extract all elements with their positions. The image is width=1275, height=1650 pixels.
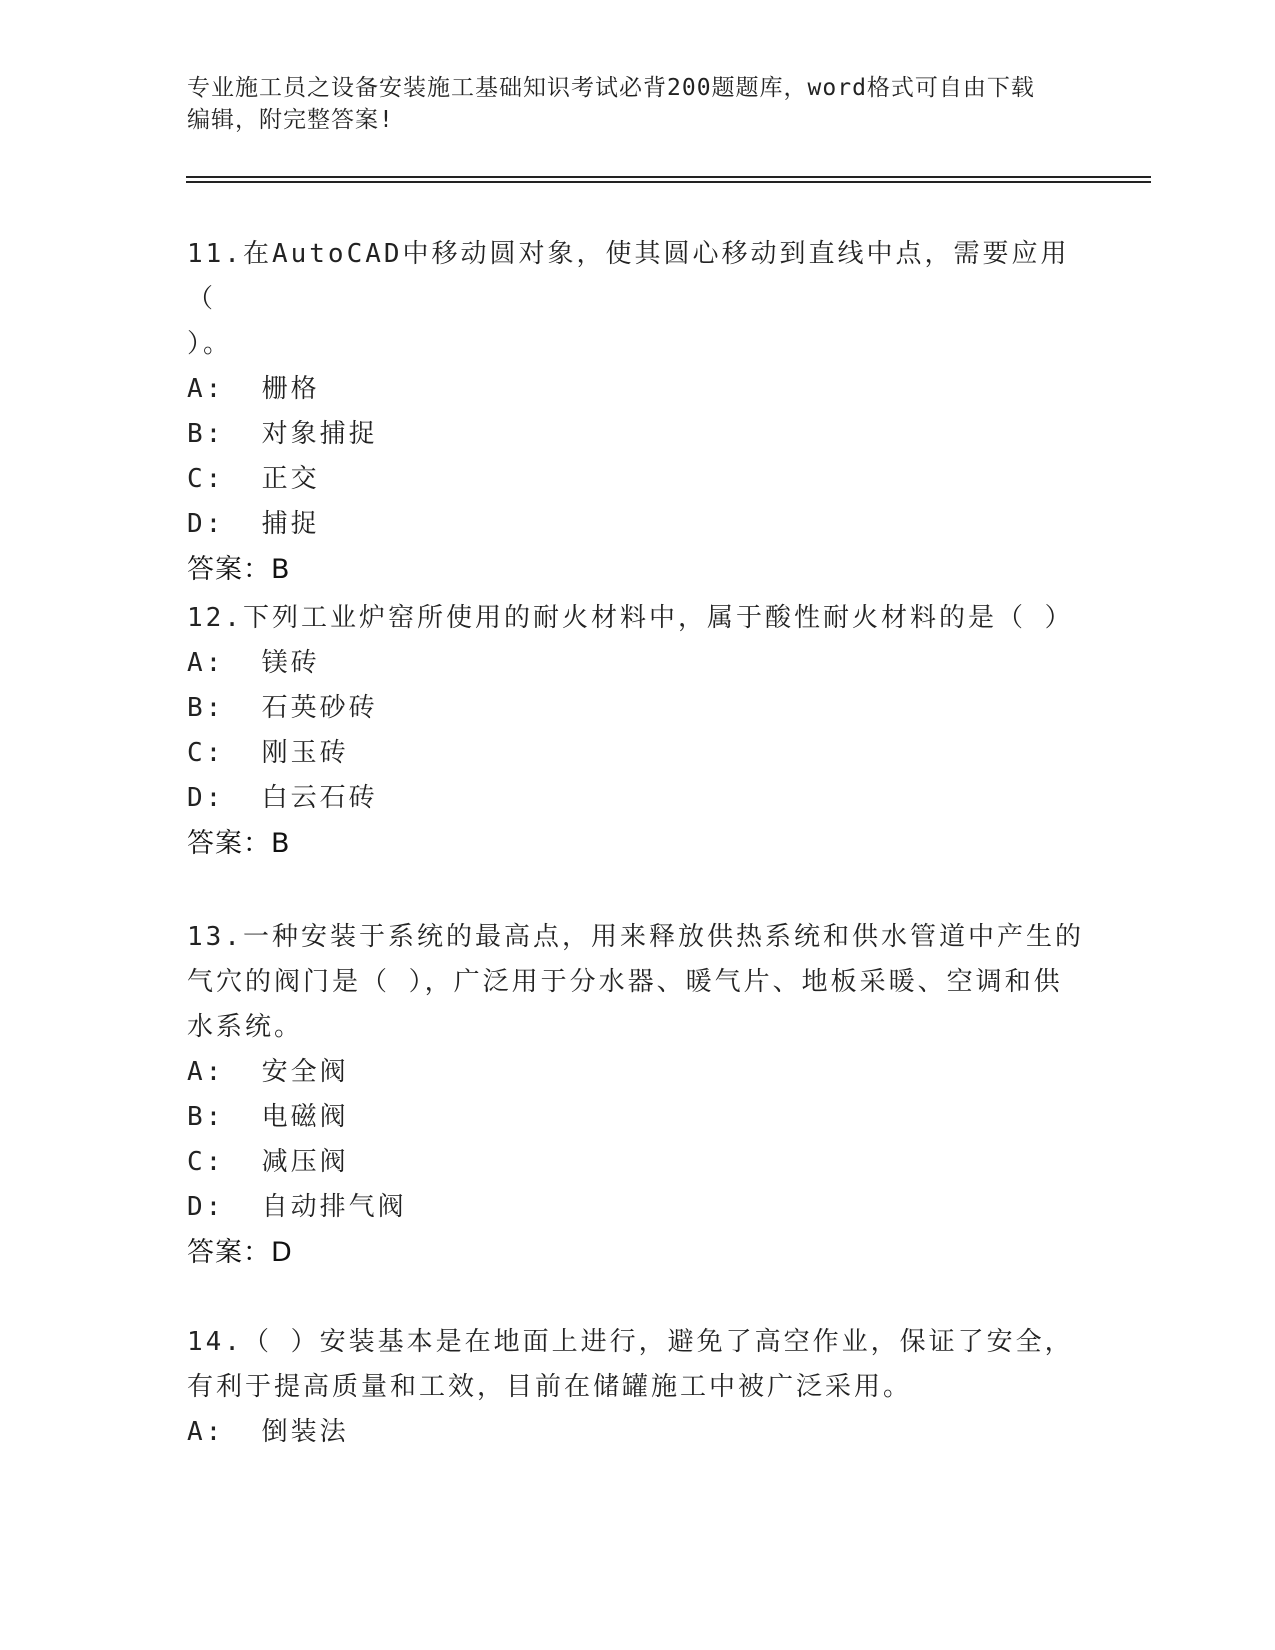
question-stem-line: 11.在AutoCAD中移动圆对象，使其圆心移动到直线中点，需要应用（ bbox=[187, 239, 1070, 314]
question-11 bbox=[187, 232, 1087, 593]
question-14 bbox=[187, 1320, 1087, 1455]
document-header bbox=[187, 72, 1067, 136]
option-b: B: 对象捕捉 bbox=[187, 419, 378, 449]
option-a: A: 倒装法 bbox=[187, 1417, 349, 1447]
option-c: C: 刚玉砖 bbox=[187, 738, 349, 768]
option-d: D: 白云石砖 bbox=[187, 783, 378, 813]
question-12 bbox=[187, 596, 1087, 867]
header-divider-bottom bbox=[186, 181, 1151, 183]
option-b: B: 石英砂砖 bbox=[187, 693, 378, 723]
option-a: A: 栅格 bbox=[187, 374, 320, 404]
question-stem-line: 14.（ ）安装基本是在地面上进行，避免了高空作业，保证了安全， bbox=[187, 1327, 1074, 1357]
answer: 答案：B bbox=[187, 554, 291, 585]
option-d: D: 捕捉 bbox=[187, 509, 320, 539]
question-stem-line: 有利于提高质量和工效，目前在储罐施工中被广泛采用。 bbox=[187, 1372, 913, 1402]
question-stem-line: ）。 bbox=[187, 329, 233, 359]
question-stem-line: 13.一种安装于系统的最高点，用来释放供热系统和供水管道中产生的 bbox=[187, 922, 1084, 952]
question-13 bbox=[187, 915, 1087, 1276]
question-stem-line: 12.下列工业炉窑所使用的耐火材料中，属于酸性耐火材料的是（ ） bbox=[187, 603, 1074, 633]
header-line-1: 专业施工员之设备安装施工基础知识考试必背200题题库，word格式可自由下载 bbox=[187, 75, 1035, 101]
option-a: A: 安全阀 bbox=[187, 1057, 349, 1087]
question-stem-line: 气穴的阀门是（ ），广泛用于分水器、暖气片、地板采暖、空调和供 bbox=[187, 967, 1063, 997]
option-d: D: 自动排气阀 bbox=[187, 1192, 407, 1222]
answer: 答案：B bbox=[187, 828, 291, 859]
option-c: C: 正交 bbox=[187, 464, 320, 494]
option-a: A: 镁砖 bbox=[187, 648, 320, 678]
option-c: C: 减压阀 bbox=[187, 1147, 349, 1177]
question-stem-line: 水系统。 bbox=[187, 1012, 304, 1042]
option-b: B: 电磁阀 bbox=[187, 1102, 349, 1132]
answer: 答案：D bbox=[187, 1237, 293, 1268]
header-divider-top bbox=[186, 176, 1151, 178]
header-line-2: 编辑，附完整答案! bbox=[187, 107, 394, 133]
